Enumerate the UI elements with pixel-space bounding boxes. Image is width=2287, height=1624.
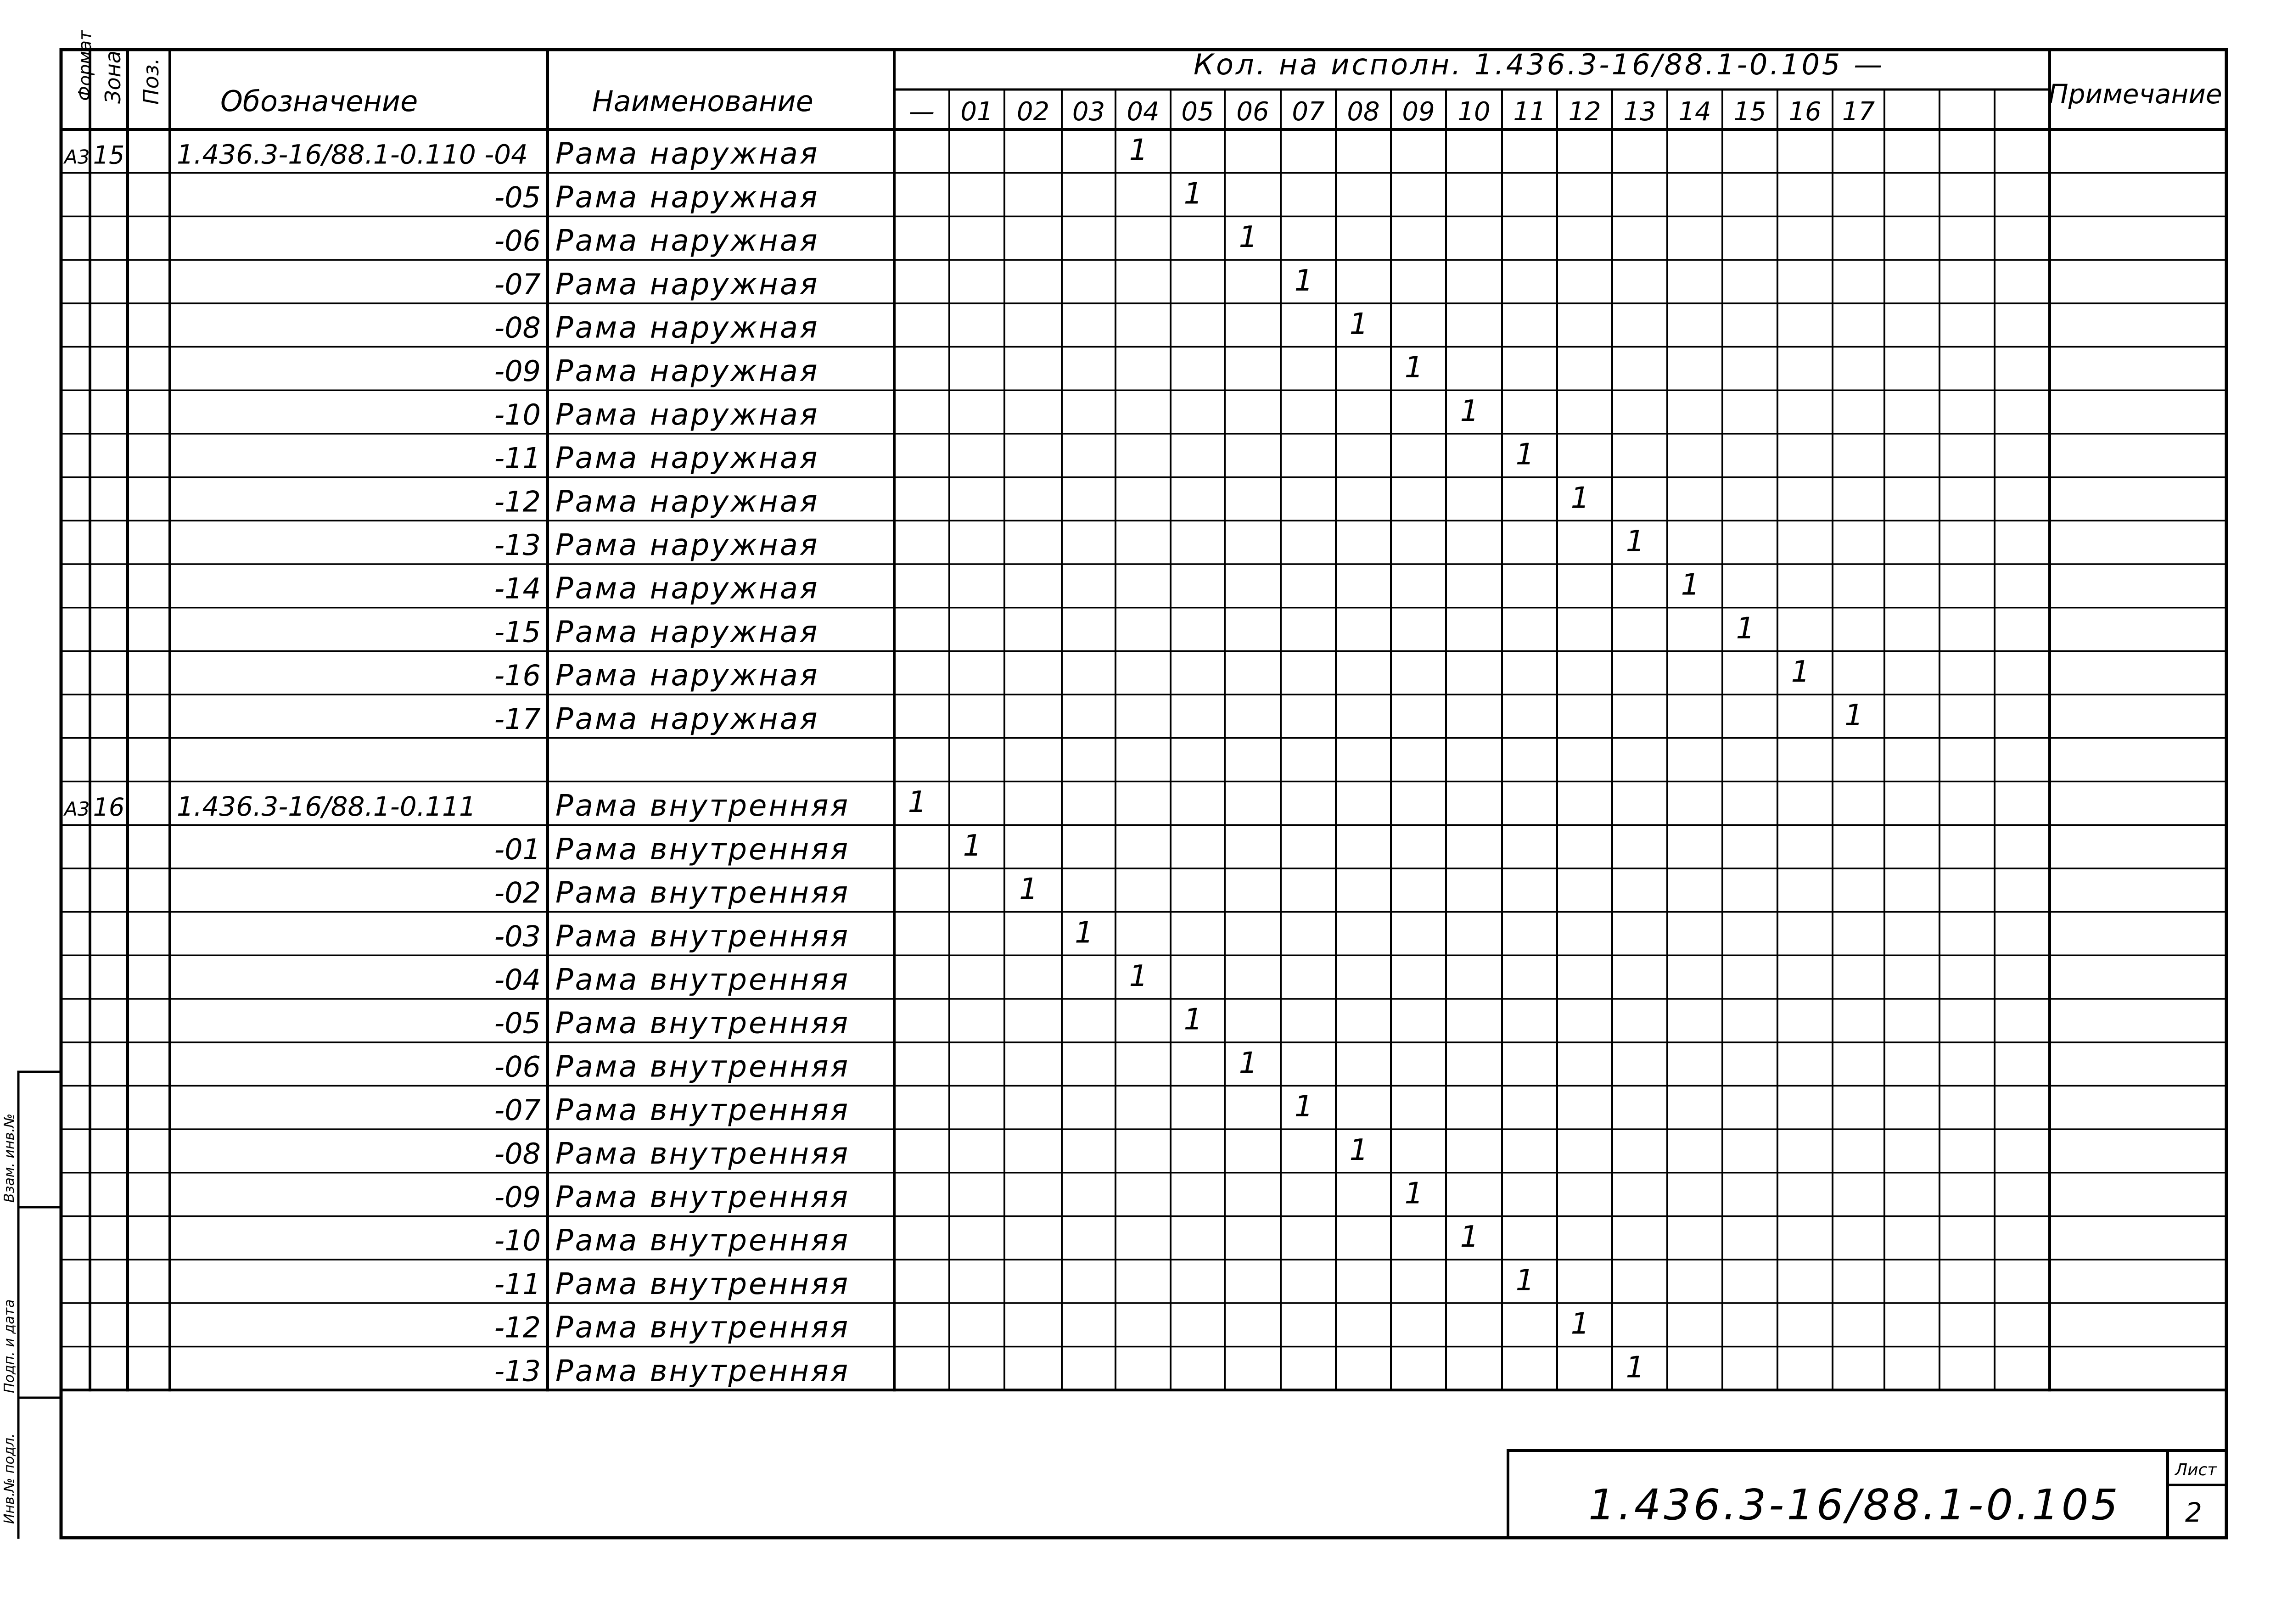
header-zone: Зона	[101, 50, 125, 104]
header-note: Примечание	[2048, 78, 2222, 110]
variant-column-header: 08	[1347, 97, 1380, 127]
stamp-replacement-inventory: Взам. инв.№	[1, 1113, 17, 1203]
variant-column-header: —	[909, 97, 935, 127]
row-name: Рама внутренняя	[555, 1224, 850, 1258]
row-quantity: 1	[1129, 959, 1148, 993]
variant-column-header: 13	[1623, 97, 1656, 127]
row-name: Рама наружная	[555, 659, 819, 693]
row-name: Рама внутренняя	[555, 1050, 850, 1084]
row-designation: -01	[494, 832, 541, 866]
row-name: Рама внутренняя	[555, 1006, 850, 1041]
row-designation: -09	[494, 354, 541, 388]
row-name: Рама внутренняя	[555, 1137, 850, 1171]
row-designation: -11	[494, 1267, 541, 1301]
row-position: 15	[93, 140, 125, 170]
row-quantity: 1	[908, 785, 927, 820]
variant-column-header: 15	[1733, 97, 1766, 127]
row-name: Рама наружная	[555, 528, 819, 562]
row-name: Рама наружная	[555, 311, 819, 345]
row-designation: -06	[494, 224, 541, 258]
row-designation: 1.436.3-16/88.1-0.110 -04	[177, 139, 528, 170]
row-quantity: 1	[1570, 1307, 1590, 1341]
header-name: Наименование	[592, 84, 813, 118]
row-designation: -14	[494, 571, 541, 605]
variant-column-header: 04	[1127, 97, 1160, 127]
variant-column-header: 06	[1236, 97, 1269, 127]
row-designation: -08	[494, 1137, 541, 1170]
variant-column-header: 05	[1181, 97, 1214, 127]
row-designation: -09	[494, 1180, 541, 1214]
row-quantity: 1	[1239, 220, 1258, 255]
row-designation: -10	[494, 1224, 541, 1258]
variant-column-header: 07	[1292, 97, 1325, 127]
variant-column-header: 14	[1678, 97, 1711, 127]
row-designation: -12	[494, 485, 541, 519]
variant-column-header: 12	[1568, 97, 1601, 127]
row-quantity: 1	[1183, 1002, 1203, 1037]
row-quantity: 1	[1460, 1220, 1479, 1254]
row-designation: -13	[494, 528, 541, 562]
row-quantity: 1	[1404, 351, 1424, 385]
document-number: 1.436.3-16/88.1-0.105	[1588, 1480, 2121, 1529]
row-name: Рама внутренняя	[555, 963, 850, 997]
row-designation: -10	[494, 398, 541, 431]
row-name: Рама внутренняя	[555, 789, 850, 823]
row-designation: -11	[494, 441, 541, 475]
row-designation: -07	[494, 267, 541, 301]
row-quantity: 1	[1404, 1176, 1424, 1211]
row-name: Рама наружная	[555, 441, 819, 476]
variant-column-header: 11	[1513, 97, 1546, 127]
row-quantity: 1	[1349, 1133, 1368, 1167]
row-quantity: 1	[1681, 568, 1700, 602]
row-quantity: 1	[1075, 916, 1093, 950]
row-name: Рама внутренняя	[555, 832, 850, 867]
variant-column-header: 01	[960, 97, 993, 127]
row-name: Рама внутренняя	[555, 1267, 850, 1301]
header-format: Формат	[75, 30, 95, 101]
row-designation: -04	[494, 963, 541, 997]
row-format: А3	[64, 798, 90, 821]
row-quantity: 1	[1294, 263, 1313, 298]
row-designation: -07	[494, 1093, 541, 1127]
row-designation: -13	[494, 1354, 541, 1388]
row-name: Рама наружная	[555, 571, 819, 606]
row-designation: -05	[494, 1006, 541, 1040]
variant-column-header: 02	[1016, 97, 1050, 127]
sheet-number: 2	[2185, 1497, 2202, 1528]
row-name: Рама наружная	[555, 354, 819, 389]
row-quantity: 1	[1791, 655, 1810, 689]
row-designation: -12	[494, 1310, 541, 1344]
header-quantity-group: Кол. на исполн. 1.436.3-16/88.1-0.105 —	[1194, 48, 1885, 81]
row-designation: -15	[494, 615, 541, 649]
row-designation: -03	[494, 919, 541, 953]
row-designation: -06	[494, 1050, 541, 1084]
row-name: Рама наружная	[555, 137, 819, 171]
row-name: Рама наружная	[555, 702, 819, 736]
header-position: Поз.	[139, 58, 163, 105]
row-designation: -16	[494, 659, 541, 693]
row-quantity: 1	[1844, 698, 1863, 733]
row-name: Рама внутренняя	[555, 876, 850, 910]
row-quantity: 1	[1736, 611, 1755, 646]
row-name: Рама наружная	[555, 267, 819, 302]
row-quantity: 1	[1626, 1350, 1645, 1385]
row-name: Рама наружная	[555, 485, 819, 519]
row-designation: 1.436.3-16/88.1-0.111	[177, 791, 476, 823]
row-quantity: 1	[1183, 177, 1203, 211]
row-name: Рама наружная	[555, 398, 819, 432]
row-quantity: 1	[1515, 437, 1535, 472]
row-name: Рама внутренняя	[555, 1180, 850, 1215]
row-designation: -02	[494, 876, 541, 910]
row-designation: -05	[494, 180, 541, 214]
stamp-original-inventory: Инв.№ подл.	[1, 1433, 17, 1524]
header-designation: Обозначение	[220, 84, 418, 118]
stamp-signature-date: Подп. и дата	[1, 1299, 17, 1393]
row-format: А3	[64, 146, 90, 168]
variant-column-header: 10	[1457, 97, 1491, 127]
table-content	[63, 97, 1875, 1388]
row-quantity: 1	[1294, 1090, 1313, 1124]
variant-column-header: 09	[1402, 97, 1435, 127]
row-name: Рама внутренняя	[555, 1093, 850, 1128]
row-quantity: 1	[1349, 307, 1368, 342]
row-name: Рама наружная	[555, 615, 819, 650]
row-position: 16	[93, 793, 125, 822]
sheet-label: Лист	[2175, 1461, 2217, 1479]
row-quantity: 1	[1129, 133, 1148, 168]
row-quantity: 1	[1460, 394, 1479, 428]
row-name: Рама наружная	[555, 224, 819, 258]
row-name: Рама внутренняя	[555, 1354, 850, 1389]
row-designation: -08	[494, 311, 541, 345]
variant-column-header: 17	[1842, 97, 1875, 127]
row-name: Рама внутренняя	[555, 919, 850, 954]
row-name: Рама наружная	[555, 180, 819, 215]
variant-column-header: 03	[1072, 97, 1105, 127]
row-quantity: 1	[1570, 481, 1590, 515]
variant-column-header: 16	[1788, 97, 1822, 127]
row-quantity: 1	[1239, 1046, 1258, 1081]
row-designation: -17	[494, 702, 541, 736]
row-quantity: 1	[963, 829, 982, 863]
row-quantity: 1	[1515, 1263, 1535, 1298]
row-name: Рама внутренняя	[555, 1310, 850, 1345]
row-quantity: 1	[1626, 525, 1645, 559]
row-quantity: 1	[1019, 872, 1038, 907]
